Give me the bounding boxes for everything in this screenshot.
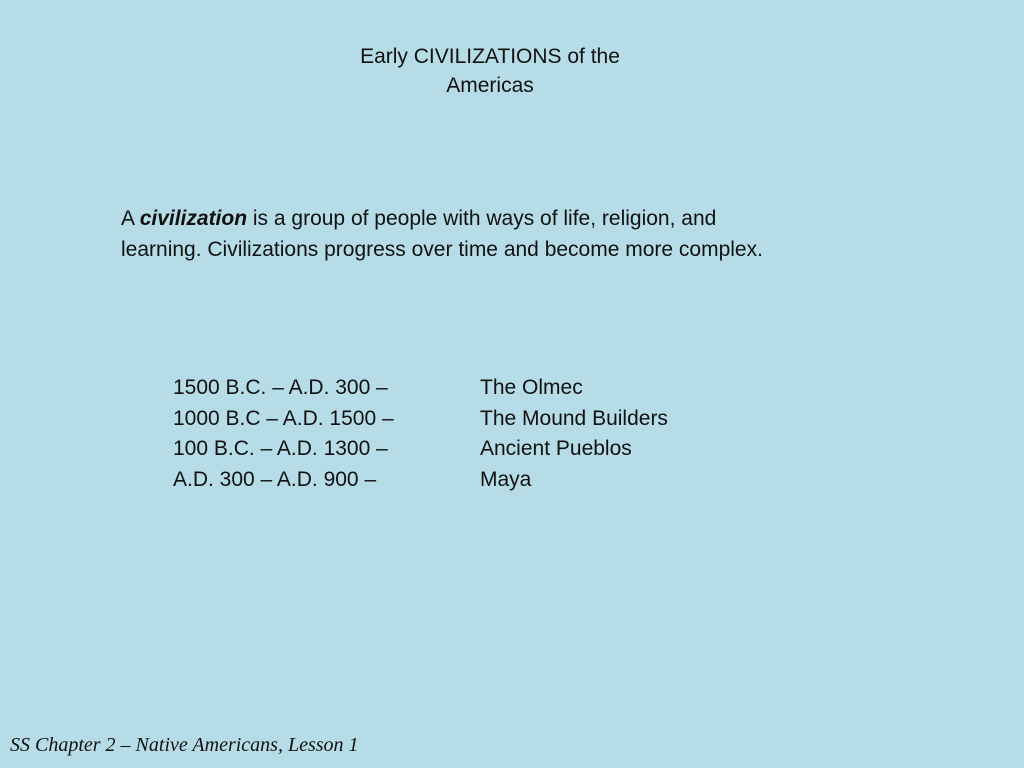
timeline-civilization: Maya xyxy=(480,468,532,492)
civilization-timeline xyxy=(173,373,773,496)
timeline-row xyxy=(173,434,773,465)
timeline-civilization: Ancient Pueblos xyxy=(480,437,632,461)
slide-title-line-1: Early CIVILIZATIONS of the xyxy=(360,45,620,68)
timeline-dates: 100 B.C. – A.D. 1300 – xyxy=(173,437,388,461)
definition-line-2: learning. Civilizations progress over time and become more complex. xyxy=(121,238,763,261)
slide-title xyxy=(290,42,690,100)
timeline-civilization: The Olmec xyxy=(480,376,583,399)
timeline-row xyxy=(173,465,773,496)
slide-title-line-2: Americas xyxy=(446,74,534,97)
definition-prefix: A xyxy=(121,207,140,230)
definition-text: is a group of people with ways of life, religion, and xyxy=(247,207,717,230)
timeline-row xyxy=(173,373,773,404)
timeline-dates: 1500 B.C. – A.D. 300 – xyxy=(173,376,388,399)
civilization-definition xyxy=(121,203,901,265)
timeline-dates: 1000 B.C – A.D. 1500 – xyxy=(173,406,394,430)
timeline-dates: A.D. 300 – A.D. 900 – xyxy=(173,468,377,492)
timeline-civilization: The Mound Builders xyxy=(480,406,668,430)
definition-term: civilization xyxy=(139,207,248,230)
slide-footer: SS Chapter 2 – Native Americans, Lesson 1 xyxy=(10,734,359,756)
timeline-row xyxy=(173,404,773,435)
definition-line-1 xyxy=(121,203,901,234)
